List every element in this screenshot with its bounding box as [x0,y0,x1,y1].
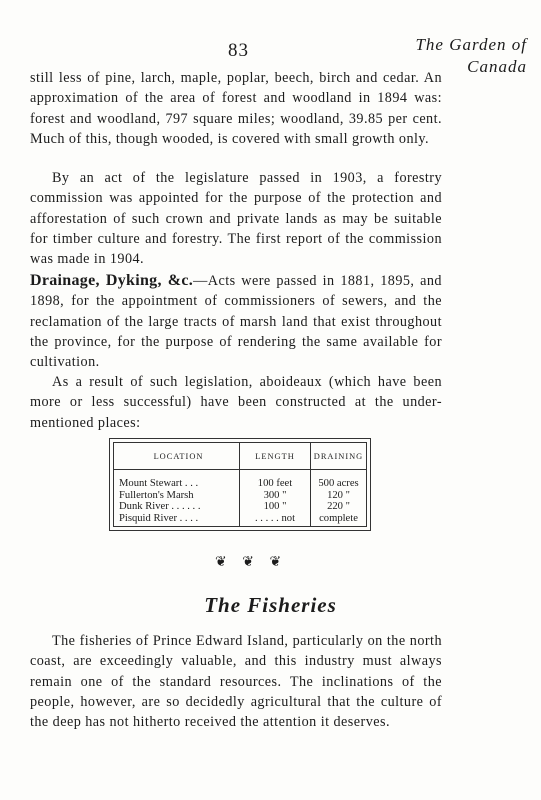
aboideaux-table-grid [114,443,366,526]
forest-paragraph: still less of pine, larch, maple, poplar, beech, birch and cedar. An approximation of the area of forest and woodland in 1894 was: forest and woodland, 797 square miles; woodland, 39.85 per cent. Much of this, though wooded, is covered with small growth only. [30,70,442,147]
column-header-location: LOCATION [114,443,240,470]
cell-draining: 500 acres [311,470,367,490]
cell-length: 100 feet [240,470,311,490]
running-head-line-1: The Garden of [415,35,527,54]
aboideaux-paragraph: As a result of such legislation, aboideaux (which have been more or less successful) have been constructed at the under-mentioned places: [30,374,442,431]
cell-location: Mount Stewart . . . [119,478,199,489]
aboideaux-table-inner [113,442,367,527]
table-row [114,470,366,490]
drainage-paragraph [30,271,442,372]
table-row [114,513,366,527]
cell-location: Pisquid River . . . . [119,512,199,524]
table-row [114,501,366,513]
cell-draining: complete [311,513,367,527]
cell-length: 100 " [240,501,311,513]
cell-location: Fullerton's Marsh [119,489,194,501]
table-header-row [114,443,366,470]
cell-location: Dunk River . . . . . . [119,501,201,513]
fisheries-paragraph: The fisheries of Prince Edward Island, particularly on the north coast, are exceedingly valuable, and this industry must always remain one of the standard resources. The inclinations of the people, however, are so decidedly agricultural that the culture of the deep has not hitherto received the attention it deserves. [30,633,442,731]
column-header-length: LENGTH [240,443,311,470]
running-head-line-2: Canada [467,57,527,76]
column-header-draining: DRAINING [311,443,367,470]
drainage-body: —Acts were passed in 1881, 1895, and 1898, for the appointment of commissioners of sewers, and the reclamation of the large tracts of marsh land that exist throughout the province, for the purpose of rendering the same available for cultivation. [30,273,442,371]
cell-draining: 220 " [311,501,367,513]
cell-draining: 120 " [311,490,367,502]
aboideaux-table [109,438,371,531]
page-number: 83 [228,40,249,61]
fisheries-section-title: The Fisheries [204,593,337,617]
section-ornament: ❦ ❦ ❦ [215,555,288,570]
table-row [114,490,366,502]
cell-length: . . . . . not [240,513,311,527]
drainage-heading: Drainage, Dyking, &c. [30,272,194,289]
cell-length: 300 " [240,490,311,502]
forestry-commission-paragraph: By an act of the legislature passed in 1903, a forestry commission was appointed for the purpose of the protection and afforestation of such crown and private lands as may be suitable for timber culture and forestry. The first report of the commission was made in 1904. [30,170,442,268]
